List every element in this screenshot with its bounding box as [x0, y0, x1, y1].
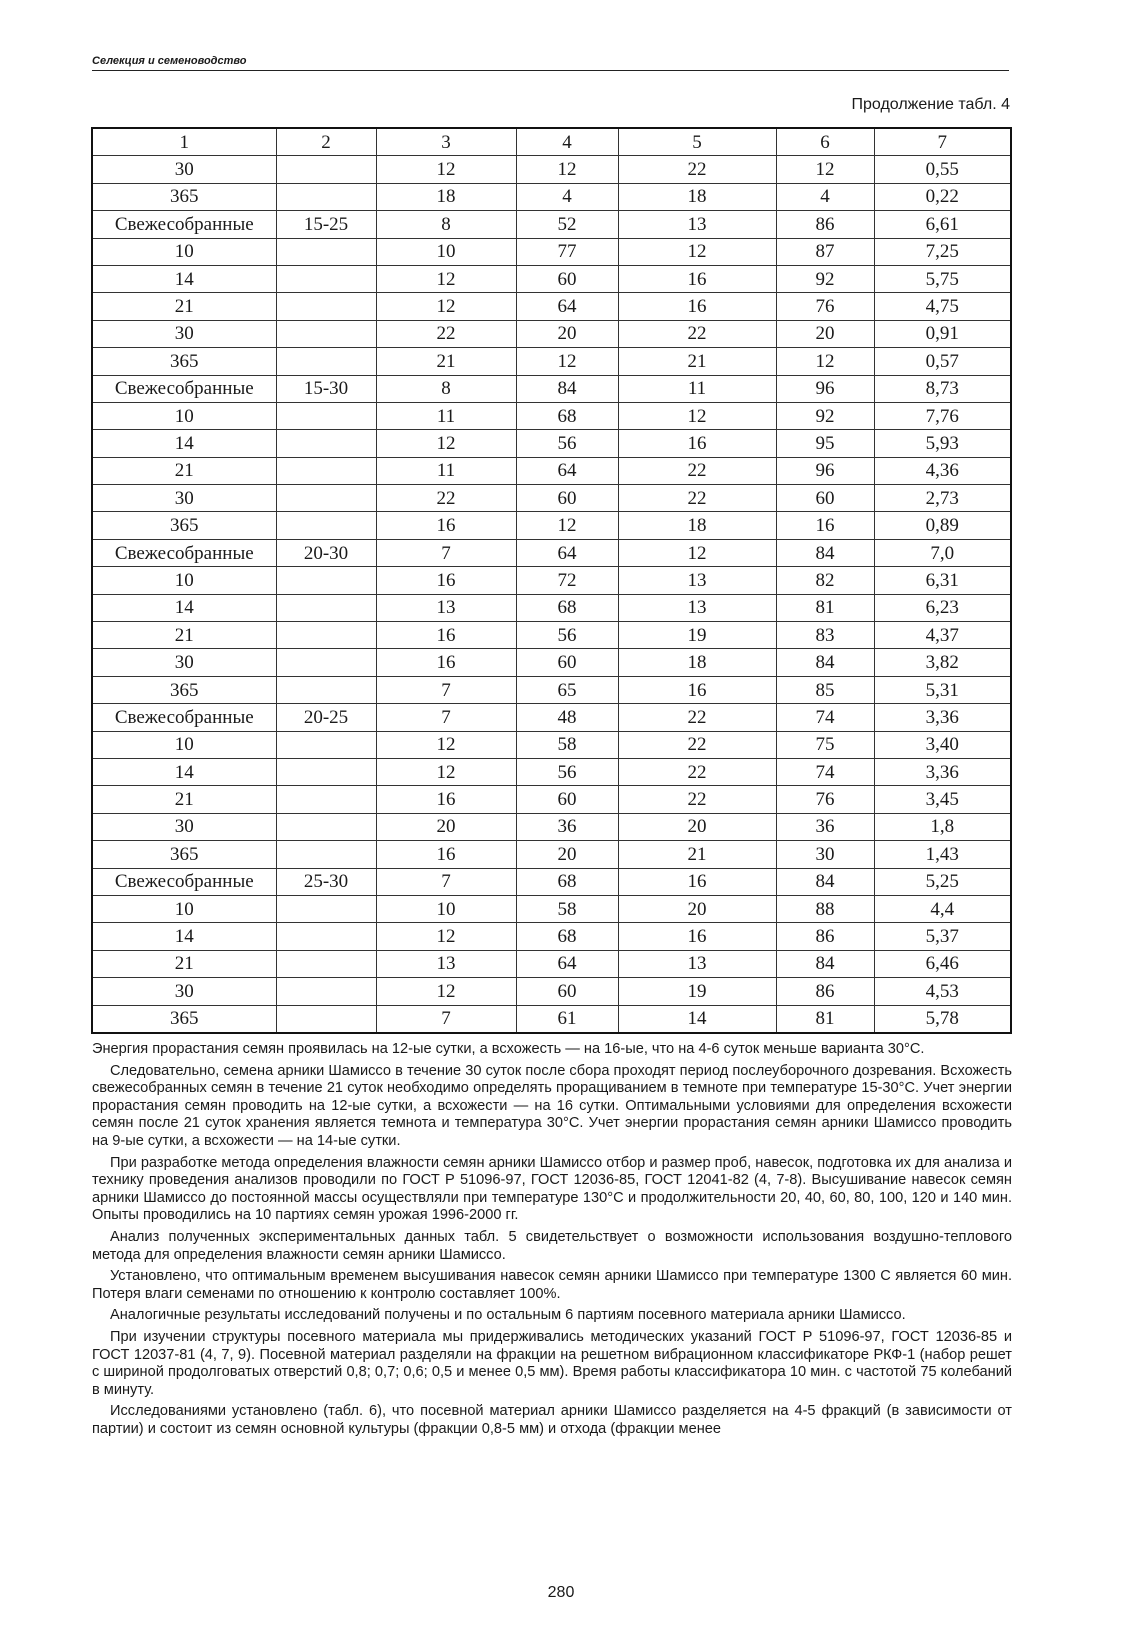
table-cell: 16 — [376, 512, 516, 539]
table-cell — [276, 183, 376, 210]
table-cell: 84 — [776, 539, 874, 566]
table-cell: 21 — [92, 293, 276, 320]
table-cell: 60 — [776, 485, 874, 512]
table-row — [92, 211, 1011, 238]
table-cell — [276, 1005, 376, 1033]
table-cell: 2,73 — [874, 485, 1011, 512]
table-cell: 20 — [516, 320, 618, 347]
table-cell: 86 — [776, 978, 874, 1005]
table-cell: 10 — [92, 238, 276, 265]
table-cell: 4,4 — [874, 895, 1011, 922]
table-cell: 21 — [618, 841, 776, 868]
table-row — [92, 786, 1011, 813]
table-row — [92, 567, 1011, 594]
table-row — [92, 1005, 1011, 1033]
table-row — [92, 348, 1011, 375]
table-cell: 15-25 — [276, 211, 376, 238]
table-cell: 14 — [92, 594, 276, 621]
table-cell: 68 — [516, 923, 618, 950]
table-cell: Свежесобранные — [92, 375, 276, 402]
table-cell: 64 — [516, 539, 618, 566]
table-cell: 36 — [776, 813, 874, 840]
table-cell — [276, 786, 376, 813]
table-cell: 22 — [618, 156, 776, 183]
table-cell: 72 — [516, 567, 618, 594]
table-row — [92, 594, 1011, 621]
paragraph: При разработке метода определения влажности семян арники Шамиссо отбор и размер проб, навесок, подготовка их для анализа и технику проведения анализов проводили по ГОСТ Р 51096-97, ГОСТ 12036-85, ГОСТ 12041-82 (4, 7-8). Высушивание навесок семян арники Шамиссо до постоянной массы осуществляли при температуре 130°С и продолжительности 20, 40, 60, 80, 100, 120 и 140 мин. Опыты проводились на 10 партиях семян урожая 1996-2000 гг. — [92, 1154, 1012, 1224]
table-cell — [276, 649, 376, 676]
table-cell: 21 — [92, 457, 276, 484]
table-cell: 20 — [516, 841, 618, 868]
table-cell: Свежесобранные — [92, 539, 276, 566]
table-body — [92, 128, 1011, 1033]
table-cell: 4,53 — [874, 978, 1011, 1005]
table-cell: 22 — [376, 320, 516, 347]
table-row — [92, 156, 1011, 183]
table-cell: 86 — [776, 211, 874, 238]
table-cell: 0,22 — [874, 183, 1011, 210]
table-cell: 16 — [618, 676, 776, 703]
table-cell: 4 — [516, 183, 618, 210]
table-cell: 365 — [92, 841, 276, 868]
table-cell: 87 — [776, 238, 874, 265]
table-cell — [276, 348, 376, 375]
table-cell: 1,8 — [874, 813, 1011, 840]
table-cell: 83 — [776, 622, 874, 649]
table-cell: 30 — [92, 978, 276, 1005]
table-cell: 4,37 — [874, 622, 1011, 649]
table-cell: 12 — [376, 731, 516, 758]
table-cell: 10 — [92, 402, 276, 429]
table-cell: 16 — [618, 265, 776, 292]
table-cell: 64 — [516, 950, 618, 977]
table-cell: Свежесобранные — [92, 868, 276, 895]
table-cell: 1,43 — [874, 841, 1011, 868]
table-cell: 60 — [516, 649, 618, 676]
table-cell: 22 — [618, 786, 776, 813]
table-cell: 16 — [618, 293, 776, 320]
table-cell — [276, 512, 376, 539]
table-row — [92, 676, 1011, 703]
table-cell: Свежесобранные — [92, 704, 276, 731]
table-cell: 75 — [776, 731, 874, 758]
column-header: 7 — [874, 128, 1011, 156]
table-cell: 86 — [776, 923, 874, 950]
column-header: 5 — [618, 128, 776, 156]
table-cell: 22 — [618, 758, 776, 785]
table-cell: 19 — [618, 978, 776, 1005]
column-header: 3 — [376, 128, 516, 156]
table-cell: 20 — [776, 320, 874, 347]
table-cell: 12 — [516, 156, 618, 183]
table-cell: 10 — [376, 238, 516, 265]
table-cell: 13 — [376, 950, 516, 977]
table-cell: 14 — [92, 758, 276, 785]
table-cell: 30 — [92, 485, 276, 512]
table-cell: 12 — [376, 265, 516, 292]
table-cell: 13 — [618, 211, 776, 238]
table-cell: 30 — [92, 813, 276, 840]
table-cell: 3,40 — [874, 731, 1011, 758]
table-cell: 16 — [618, 430, 776, 457]
table-cell — [276, 895, 376, 922]
table-cell: 22 — [618, 485, 776, 512]
table-row — [92, 895, 1011, 922]
table-cell — [276, 676, 376, 703]
page-number: 280 — [547, 1584, 575, 1601]
table-cell: 30 — [92, 320, 276, 347]
table-cell — [276, 457, 376, 484]
table-cell: 7,25 — [874, 238, 1011, 265]
table-row — [92, 265, 1011, 292]
table-row — [92, 758, 1011, 785]
table-cell: 13 — [376, 594, 516, 621]
table-cell: 3,36 — [874, 704, 1011, 731]
table-caption: Продолжение табл. 4 — [851, 96, 1010, 113]
table-cell: 5,93 — [874, 430, 1011, 457]
table-cell — [276, 265, 376, 292]
table-cell: 68 — [516, 594, 618, 621]
table-cell: 5,75 — [874, 265, 1011, 292]
table-cell: 5,78 — [874, 1005, 1011, 1033]
table-cell: 6,23 — [874, 594, 1011, 621]
table-cell: 10 — [376, 895, 516, 922]
table-cell: 56 — [516, 430, 618, 457]
table-cell: 18 — [376, 183, 516, 210]
table-cell: 18 — [618, 649, 776, 676]
table-cell — [276, 293, 376, 320]
table-row — [92, 649, 1011, 676]
paragraph: Аналогичные результаты исследований получены и по остальным 6 партиям посевного материала арники Шамиссо. — [110, 1307, 906, 1324]
table-cell: 64 — [516, 457, 618, 484]
table-cell: 6,31 — [874, 567, 1011, 594]
table-cell: 22 — [618, 731, 776, 758]
paragraph: Энергия прорастания семян проявилась на 12-ые сутки, а всхожесть — на 16-ые, что на 4-6 суток меньше варианта 30°С. — [92, 1041, 925, 1057]
table-cell — [276, 841, 376, 868]
table-cell: 14 — [92, 265, 276, 292]
table-cell: 7,0 — [874, 539, 1011, 566]
table-cell: 60 — [516, 786, 618, 813]
body-text — [92, 1041, 1012, 1442]
table-cell: 11 — [618, 375, 776, 402]
table-cell: 8,73 — [874, 375, 1011, 402]
table-cell: 12 — [376, 978, 516, 1005]
table-cell: 16 — [376, 567, 516, 594]
table-cell: 13 — [618, 950, 776, 977]
table-cell: 0,91 — [874, 320, 1011, 347]
table-cell: 84 — [776, 868, 874, 895]
table-cell: 7 — [376, 1005, 516, 1033]
table-cell: 20 — [618, 895, 776, 922]
table-cell: 16 — [376, 841, 516, 868]
table-cell: 20-25 — [276, 704, 376, 731]
column-header: 4 — [516, 128, 618, 156]
table-cell: 3,45 — [874, 786, 1011, 813]
table-cell: 81 — [776, 594, 874, 621]
table-row — [92, 457, 1011, 484]
table-row — [92, 485, 1011, 512]
table-cell: 3,36 — [874, 758, 1011, 785]
header-rule — [92, 70, 1009, 71]
table-cell: 88 — [776, 895, 874, 922]
table-cell: 96 — [776, 375, 874, 402]
table-cell: 20-30 — [276, 539, 376, 566]
table-cell: 19 — [618, 622, 776, 649]
table-cell: 65 — [516, 676, 618, 703]
table-cell: 60 — [516, 485, 618, 512]
table-cell: 16 — [376, 649, 516, 676]
table-cell — [276, 813, 376, 840]
table-cell: 52 — [516, 211, 618, 238]
table-row — [92, 183, 1011, 210]
table-cell: 82 — [776, 567, 874, 594]
table-cell: 96 — [776, 457, 874, 484]
table-row — [92, 293, 1011, 320]
table-cell: 18 — [618, 183, 776, 210]
table-cell: 77 — [516, 238, 618, 265]
table-cell: 30 — [92, 156, 276, 183]
table-cell: 12 — [376, 293, 516, 320]
table-cell: 84 — [776, 649, 874, 676]
table-cell: 14 — [92, 923, 276, 950]
paragraph: Исследованиями установлено (табл. 6), что посевной материал арники Шамиссо разделяется на 4-5 фракций (в зависимости от партии) и состоит из семян основной культуры (фракции 0,8-5 мм) и отхода (фракции менее — [92, 1403, 1012, 1437]
table-cell: 21 — [376, 348, 516, 375]
table-cell: 3,82 — [874, 649, 1011, 676]
table-cell: 13 — [618, 567, 776, 594]
paragraph: Следовательно, семена арники Шамиссо в течение 30 суток после сбора проходят период послеуборочного дозревания. Всхожесть свежесобранных семян в течение 21 суток необходимо определять проращиванием в темноте при температуре 15-30°С. Учет энергии прорастания семян проводить на 12-ые сутки, а всхожести — на 16 сутки. Оптимальными условиями для определения всхожести семян после 21 суток хранения является темнота и температура 30°С. Учет энергии прорастания семян арники Шамиссо проводить на 9-ые сутки, а всхожести — на 14-ые сутки. — [92, 1062, 1012, 1149]
table-cell — [276, 430, 376, 457]
table-cell: 16 — [376, 622, 516, 649]
table-cell: 7 — [376, 539, 516, 566]
table-cell — [276, 567, 376, 594]
table-cell: 21 — [92, 950, 276, 977]
table-cell: 18 — [618, 512, 776, 539]
table-cell: 14 — [618, 1005, 776, 1033]
table-cell: 60 — [516, 265, 618, 292]
table-cell: 12 — [376, 923, 516, 950]
table-cell: 0,57 — [874, 348, 1011, 375]
table-cell: 5,25 — [874, 868, 1011, 895]
table-cell: 68 — [516, 402, 618, 429]
table-cell: 16 — [776, 512, 874, 539]
table-cell: 8 — [376, 375, 516, 402]
table-cell: 21 — [92, 786, 276, 813]
table-cell: 0,89 — [874, 512, 1011, 539]
table-cell: 22 — [618, 320, 776, 347]
column-header: 6 — [776, 128, 874, 156]
table-cell: 4 — [776, 183, 874, 210]
table-row — [92, 923, 1011, 950]
table-cell: 365 — [92, 183, 276, 210]
table-cell: 12 — [376, 430, 516, 457]
table-cell: 11 — [376, 402, 516, 429]
data-table — [91, 127, 1012, 1034]
table-cell: 14 — [92, 430, 276, 457]
table-cell — [276, 320, 376, 347]
table-row — [92, 731, 1011, 758]
column-header: 2 — [276, 128, 376, 156]
table-cell: 12 — [618, 238, 776, 265]
table-row — [92, 622, 1011, 649]
table-cell: 6,61 — [874, 211, 1011, 238]
table-cell: 10 — [92, 895, 276, 922]
table-cell: 22 — [618, 457, 776, 484]
table-row — [92, 539, 1011, 566]
table-cell: Свежесобранные — [92, 211, 276, 238]
table-cell: 20 — [376, 813, 516, 840]
table-cell: 56 — [516, 758, 618, 785]
table-cell: 365 — [92, 1005, 276, 1033]
table-row — [92, 512, 1011, 539]
table-row — [92, 950, 1011, 977]
table-cell: 85 — [776, 676, 874, 703]
table-cell: 5,37 — [874, 923, 1011, 950]
table-cell: 74 — [776, 704, 874, 731]
table-cell: 7 — [376, 676, 516, 703]
table-cell: 30 — [776, 841, 874, 868]
table-cell: 95 — [776, 430, 874, 457]
table-cell: 74 — [776, 758, 874, 785]
table-cell — [276, 485, 376, 512]
paragraph: Анализ полученных экспериментальных данных табл. 5 свидетельствует о возможности использования воздушно-теплового метода для определения влажности семян арники Шамиссо. — [92, 1228, 1012, 1263]
table-row — [92, 868, 1011, 895]
table-cell: 36 — [516, 813, 618, 840]
table-row — [92, 320, 1011, 347]
table-cell: 12 — [516, 348, 618, 375]
table-cell: 56 — [516, 622, 618, 649]
table-cell: 12 — [618, 402, 776, 429]
table-header-row — [92, 128, 1011, 156]
table-cell — [276, 622, 376, 649]
table-cell: 16 — [376, 786, 516, 813]
paragraph: При изучении структуры посевного материала мы придерживались методических указаний ГОСТ Р 51096-97, ГОСТ 12036-85 и ГОСТ 12037-81 (4, 7, 9). Посевной материал разделяли на фракции на решетном вибрационном классификаторе РКФ-1 (набор решет с шириной продолговатых отверстий 0,8; 0,7; 0,6; 0,5 и менее 0,5 мм). Время работы классификатора 10 мин. с частотой 75 колебаний в минуту. — [92, 1328, 1012, 1398]
table-cell: 22 — [376, 485, 516, 512]
table-cell: 7 — [376, 868, 516, 895]
table-cell: 12 — [376, 156, 516, 183]
table-cell: 5,31 — [874, 676, 1011, 703]
table-cell: 7 — [376, 704, 516, 731]
table-cell: 25-30 — [276, 868, 376, 895]
table-cell: 58 — [516, 731, 618, 758]
table-cell — [276, 238, 376, 265]
table-cell: 22 — [618, 704, 776, 731]
table-cell: 4,75 — [874, 293, 1011, 320]
table-cell — [276, 978, 376, 1005]
table-cell: 16 — [618, 868, 776, 895]
table-cell: 21 — [92, 622, 276, 649]
table-cell: 48 — [516, 704, 618, 731]
paragraph: Установлено, что оптимальным временем высушивания навесок семян арники Шамиссо при температуре 1300 С является 60 мин. Потеря влаги семенами по отношению к контролю составляет 100%. — [92, 1268, 1012, 1302]
table-cell: 0,55 — [874, 156, 1011, 183]
table-cell — [276, 156, 376, 183]
table-cell: 81 — [776, 1005, 874, 1033]
table-cell: 21 — [618, 348, 776, 375]
table-cell: 92 — [776, 265, 874, 292]
table-cell: 12 — [618, 539, 776, 566]
table-cell: 13 — [618, 594, 776, 621]
table-cell: 6,46 — [874, 950, 1011, 977]
table-cell — [276, 731, 376, 758]
table-cell: 15-30 — [276, 375, 376, 402]
table-cell: 64 — [516, 293, 618, 320]
table-cell: 365 — [92, 676, 276, 703]
table-cell: 92 — [776, 402, 874, 429]
table-cell: 84 — [516, 375, 618, 402]
table-cell: 76 — [776, 786, 874, 813]
table-cell — [276, 923, 376, 950]
table-cell: 10 — [92, 731, 276, 758]
table-cell: 11 — [376, 457, 516, 484]
table-cell: 10 — [92, 567, 276, 594]
table-row — [92, 430, 1011, 457]
table-cell: 365 — [92, 512, 276, 539]
table-cell: 12 — [516, 512, 618, 539]
table-cell: 365 — [92, 348, 276, 375]
table-cell: 4,36 — [874, 457, 1011, 484]
table-row — [92, 704, 1011, 731]
table-cell: 58 — [516, 895, 618, 922]
table-cell: 30 — [92, 649, 276, 676]
table-cell: 7,76 — [874, 402, 1011, 429]
table-cell: 84 — [776, 950, 874, 977]
table-cell: 16 — [618, 923, 776, 950]
table-cell — [276, 950, 376, 977]
table-cell: 68 — [516, 868, 618, 895]
table-cell: 76 — [776, 293, 874, 320]
table-cell: 12 — [776, 348, 874, 375]
table-cell — [276, 402, 376, 429]
table-cell: 20 — [618, 813, 776, 840]
table-cell: 61 — [516, 1005, 618, 1033]
table-cell — [276, 758, 376, 785]
table-row — [92, 375, 1011, 402]
table-row — [92, 841, 1011, 868]
table-row — [92, 238, 1011, 265]
table-cell: 12 — [776, 156, 874, 183]
running-header: Селекция и семеноводство — [92, 55, 247, 67]
table-cell: 12 — [376, 758, 516, 785]
table-cell: 8 — [376, 211, 516, 238]
table-row — [92, 813, 1011, 840]
table-row — [92, 978, 1011, 1005]
column-header: 1 — [92, 128, 276, 156]
table-cell: 60 — [516, 978, 618, 1005]
table-cell — [276, 594, 376, 621]
table-row — [92, 402, 1011, 429]
